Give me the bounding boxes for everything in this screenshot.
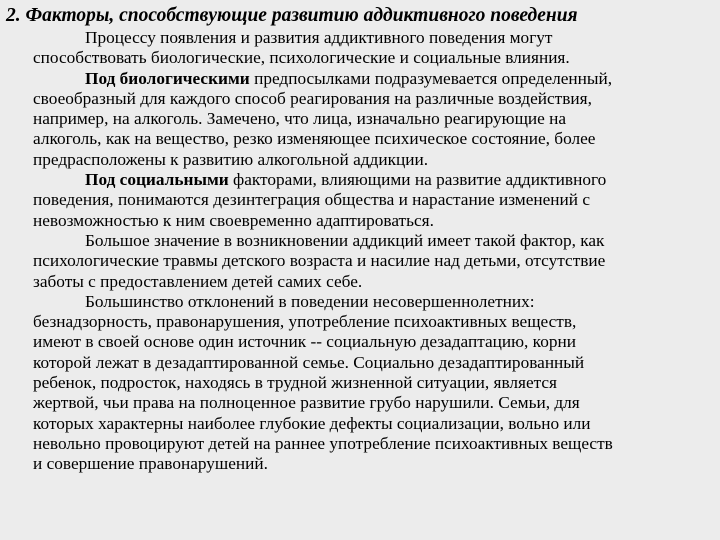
text-line: своеобразный для каждого способ реагирования на различные воздействия,: [33, 88, 592, 108]
text-line: психологические травмы детского возраста и насилие над детьми, отсутствие: [33, 251, 606, 271]
text-line: имеют в своей основе один источник -- социальную дезадаптацию, корни: [33, 332, 576, 352]
text-line: невозможностью к ним своевременно адаптироваться.: [33, 210, 434, 230]
slide-body: [33, 28, 720, 475]
text-line: алкоголь, как на вещество, резко изменяющее психическое состояние, более: [33, 129, 596, 149]
paragraph-social: [33, 170, 720, 231]
paragraph-biological: [33, 69, 720, 170]
paragraph-deviations: [33, 292, 720, 475]
text-line: [33, 170, 720, 190]
paragraph-intro: [33, 28, 720, 69]
text-line: невольно провоцируют детей на раннее употребление психоактивных веществ: [33, 433, 613, 453]
text-line: которых характерны наиболее глубокие дефекты социализации, вольно или: [33, 413, 591, 433]
text-line: Процессу появления и развития аддиктивного поведения могут: [85, 28, 553, 47]
text-line: предрасположены к развитию алкогольной аддикции.: [33, 149, 429, 169]
text-line: [33, 69, 720, 89]
text-line: поведения, понимаются дезинтеграция общества и нарастание изменений с: [33, 190, 591, 210]
slide-title: 2. Факторы, способствующие развитию аддиктивного поведения: [6, 5, 578, 26]
text-line: например, на алкоголь. Замечено, что лица, изначально реагирующие на: [33, 109, 567, 129]
text-run: предпосылками подразумевается определенный,: [249, 68, 613, 88]
bold-term: Под социальными: [85, 170, 229, 190]
text-line: и совершение правонарушений.: [33, 454, 268, 474]
text-line: безнадзорность, правонарушения, употребление психоактивных веществ,: [33, 312, 577, 332]
text-line: заботы с предоставлением детей самих себе.: [33, 271, 363, 291]
text-line: способствовать биологические, психологические и социальные влияния.: [33, 48, 570, 68]
text-line: которой лежат в дезадаптированной семье. Социально дезадаптированный: [33, 352, 585, 372]
text-line: Большое значение в возникновении аддикций имеет такой фактор, как: [85, 230, 605, 250]
text-run: факторами, влияющими на развитие аддиктивного: [228, 170, 607, 190]
text-line: Большинство отклонений в поведении несовершеннолетних:: [85, 291, 535, 311]
bold-term: Под биологическими: [85, 68, 250, 88]
text-line: жертвой, чьи права на полноценное развитие грубо нарушили. Семьи, для: [33, 393, 580, 413]
text-line: ребенок, подросток, находясь в трудной жизненной ситуации, является: [33, 373, 558, 393]
paragraph-trauma: [33, 231, 720, 292]
